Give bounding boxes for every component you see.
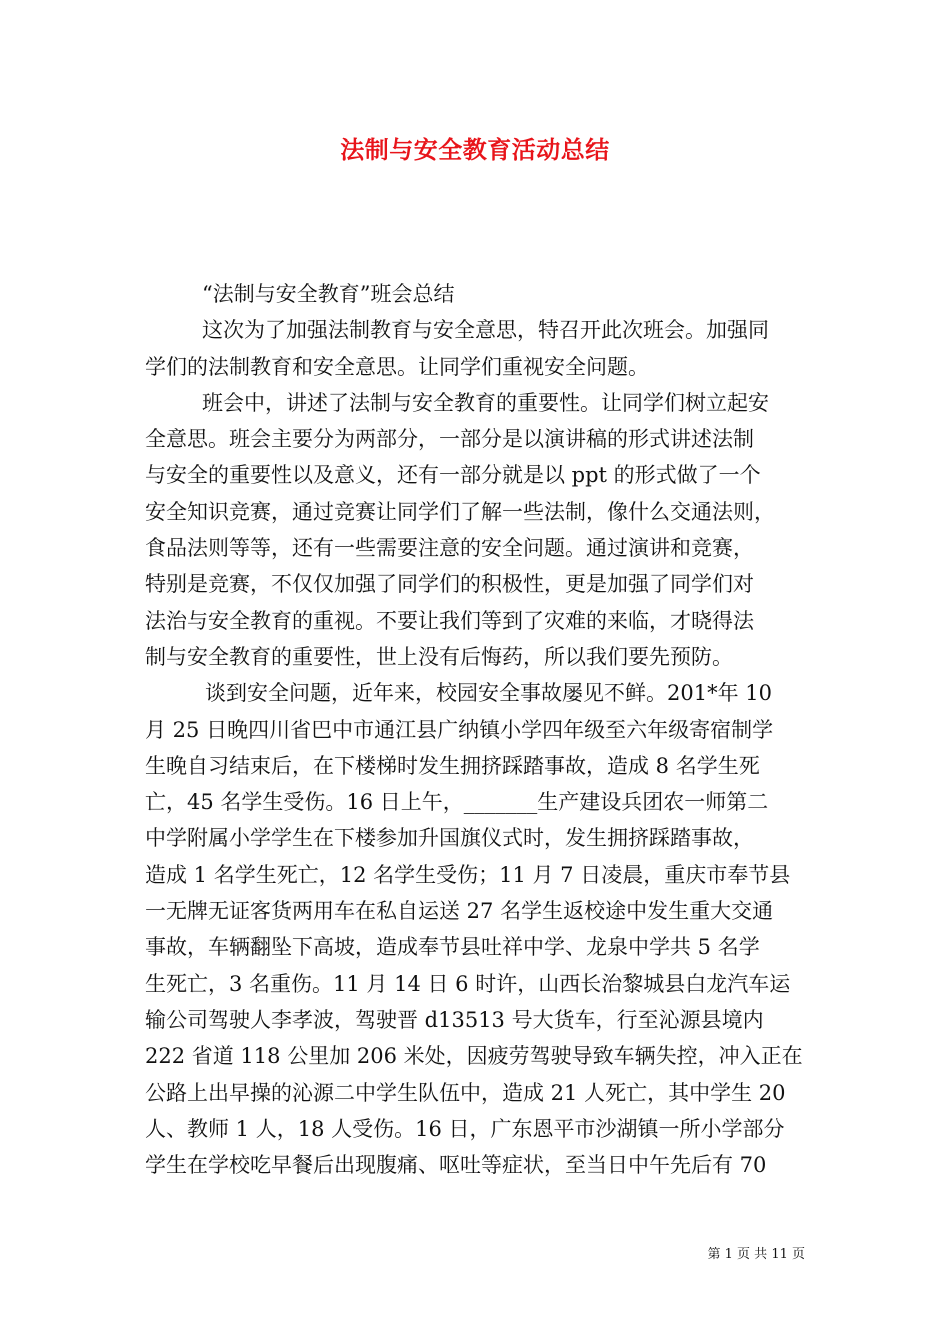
paragraph-line: 一无牌无证客货两用车在私自运送 27 名学生返校途中发生重大交通 <box>145 899 774 924</box>
paragraph-line: 公路上出早操的沁源二中学生队伍中，造成 21 人死亡，其中学生 20 <box>145 1080 786 1105</box>
paragraph-line: 亡，45 名学生受伤。16 日上午，_______生产建设兵团农一师第二 <box>145 790 769 815</box>
paragraph-line: 特别是竞赛，不仅仅加强了同学们的积极性，更是加强了同学们对 <box>145 572 754 597</box>
page-number: 第 1 页 共 11 页 <box>707 1247 805 1262</box>
paragraph-line: 事故，车辆翻坠下高坡，造成奉节县吐祥中学、龙泉中学共 5 名学 <box>145 935 760 960</box>
paragraph-line: 生死亡，3 名重伤。11 月 14 日 6 时许，山西长治黎城县白龙汽车运 <box>145 971 791 996</box>
paragraph-line: 安全知识竞赛，通过竞赛让同学们了解一些法制，像什么交通法则， <box>145 499 775 524</box>
section-subtitle: “法制与安全教育”班会总结 <box>202 282 455 306</box>
paragraph-line: 学生在学校吃早餐后出现腹痛、呕吐等症状，至当日中午先后有 70 <box>145 1153 767 1178</box>
document-body <box>145 276 805 1183</box>
paragraph-line: 学们的法制教育和安全意思。让同学们重视安全问题。 <box>145 354 649 379</box>
paragraph-line: 输公司驾驶人李孝波，驾驶晋 d13513 号大货车，行至沁源县境内 <box>145 1007 764 1032</box>
paragraph-line: 人、教师 1 人，18 人受伤。16 日，广东恩平市沙湖镇一所小学部分 <box>145 1116 785 1141</box>
paragraph-line: 222 省道 118 公里加 206 米处，因疲劳驾驶导致车辆失控，冲入正在 <box>145 1044 803 1069</box>
paragraph-line: 制与安全教育的重要性，世上没有后悔药，所以我们要先预防。 <box>145 644 733 669</box>
paragraph-line: 谈到安全问题，近年来，校园安全事故屡见不鲜。201*年 10 <box>205 681 772 706</box>
paragraph-line: 这次为了加强法制教育与安全意思，特召开此次班会。加强同 <box>202 318 769 343</box>
paragraph-line: 全意思。班会主要分为两部分，一部分是以演讲稿的形式讲述法制 <box>145 427 754 452</box>
document-title: 法制与安全教育活动总结 <box>340 135 610 164</box>
paragraph-line: 造成 1 名学生死亡，12 名学生受伤；11 月 7 日凌晨，重庆市奉节县 <box>145 862 791 887</box>
paragraph-line: 中学附属小学学生在下楼参加升国旗仪式时，发生拥挤踩踏事故， <box>145 826 754 851</box>
paragraph-line: 食品法则等等，还有一些需要注意的安全问题。通过演讲和竞赛， <box>145 536 754 561</box>
paragraph-line: 月 25 日晚四川省巴中市通江县广纳镇小学四年级至六年级寄宿制学 <box>145 717 774 742</box>
paragraph-line: 班会中，讲述了法制与安全教育的重要性。让同学们树立起安 <box>202 390 769 415</box>
paragraph-line: 生晚自习结束后，在下楼梯时发生拥挤踩踏事故，造成 8 名学生死 <box>145 753 760 778</box>
paragraph-line: 与安全的重要性以及意义，还有一部分就是以 ppt 的形式做了一个 <box>145 463 761 488</box>
paragraph-line: 法治与安全教育的重视。不要让我们等到了灾难的来临，才晓得法 <box>145 608 754 633</box>
